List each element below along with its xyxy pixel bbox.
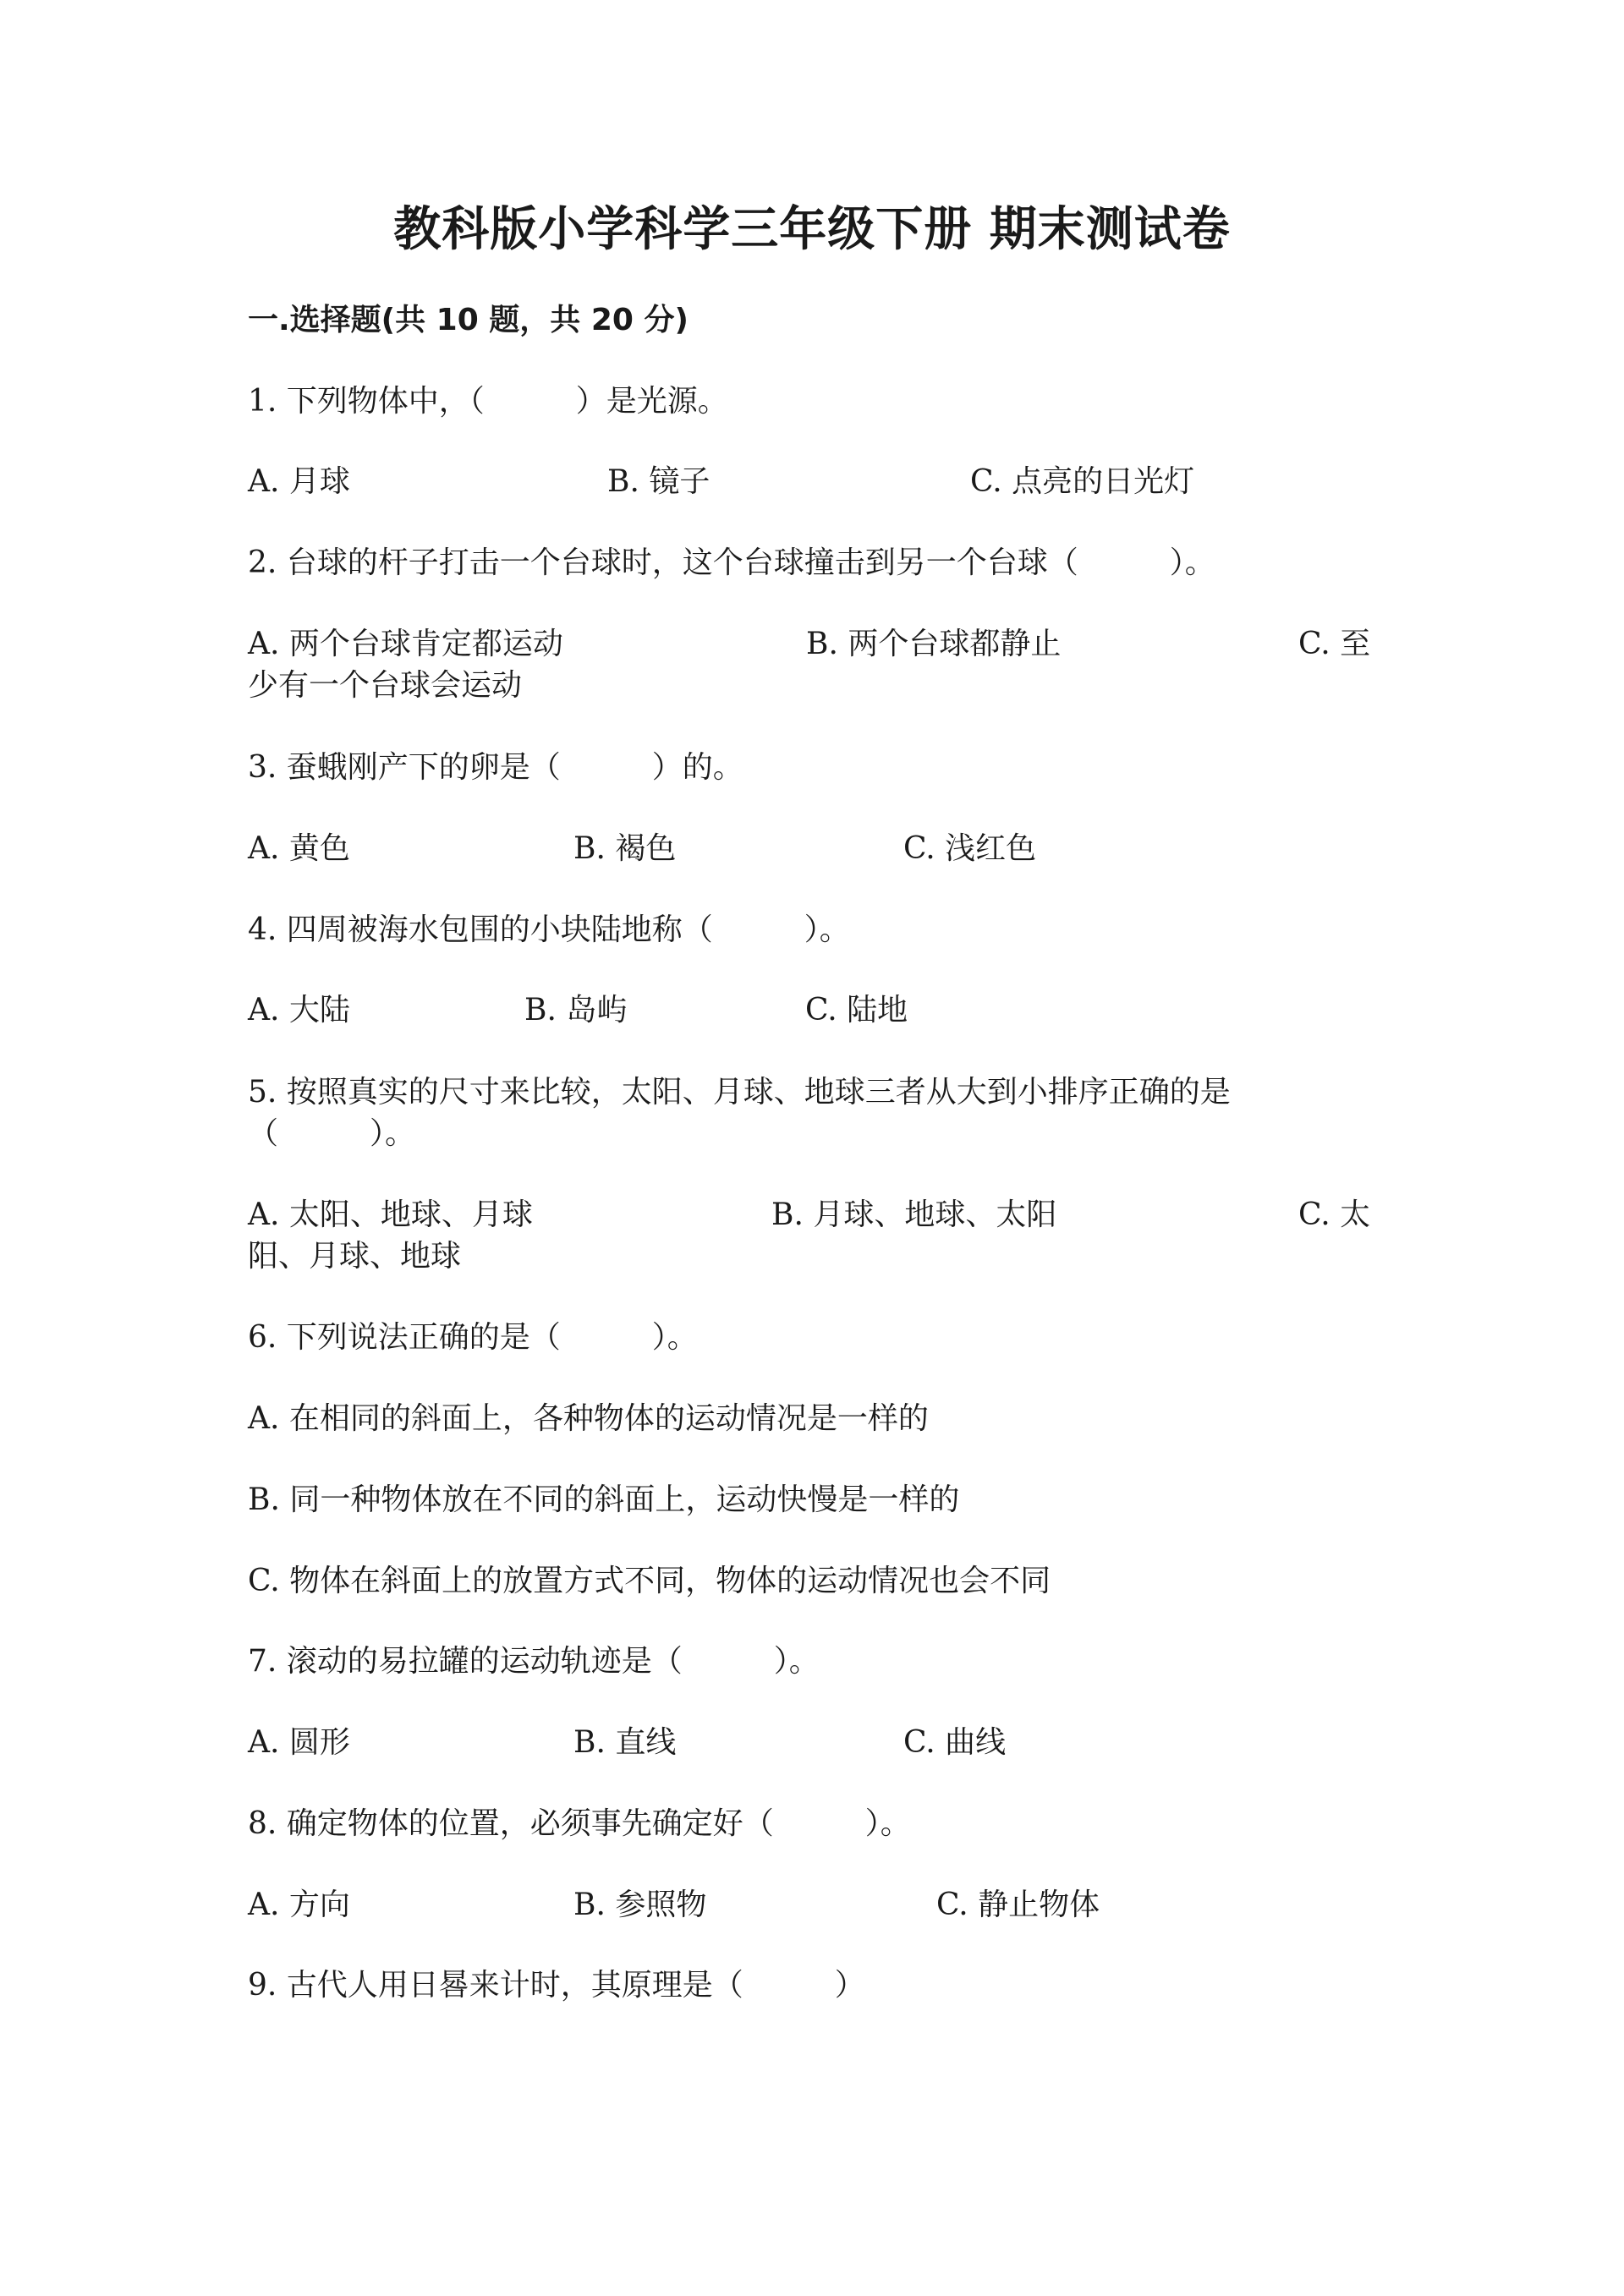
question-2-option-c-wrap: 少有一个台球会运动 xyxy=(248,668,523,703)
question-3-option-c: C. 浅红色 xyxy=(903,831,1037,866)
question-5-option-c: C. 太 xyxy=(1298,1197,1371,1232)
question-6-option-a: A. 在相同的斜面上，各种物体的运动情况是一样的 xyxy=(248,1401,929,1436)
question-7-option-a: A. 圆形 xyxy=(248,1725,350,1760)
question-5-stem: 5. 按照真实的尺寸来比较，太阳、月球、地球三者从大到小排序正确的是 xyxy=(248,1075,1231,1110)
question-1-stem: 1. 下列物体中，（ ）是光源。 xyxy=(248,384,728,419)
question-4-stem: 4. 四周被海水包围的小块陆地称（ ）。 xyxy=(248,912,850,947)
question-6-option-c: C. 物体在斜面上的放置方式不同，物体的运动情况也会不同 xyxy=(248,1564,1051,1598)
question-3-option-b: B. 褐色 xyxy=(573,831,677,866)
question-5-option-a: A. 太阳、地球、月球 xyxy=(248,1197,533,1232)
question-2-option-c: C. 至 xyxy=(1298,627,1371,661)
question-8-option-b: B. 参照物 xyxy=(573,1888,707,1922)
question-5-option-b: B. 月球、地球、太阳 xyxy=(771,1197,1057,1232)
question-1-option-c: C. 点亮的日光灯 xyxy=(970,464,1195,499)
question-4-option-a: A. 大陆 xyxy=(248,993,350,1027)
question-8-stem: 8. 确定物体的位置，必须事先确定好（ ）。 xyxy=(248,1806,911,1841)
question-6-stem: 6. 下列说法正确的是（ ）。 xyxy=(248,1320,698,1355)
question-9-stem: 9. 古代人用日晷来计时，其原理是（ ） xyxy=(248,1968,865,2003)
question-5-stem-wrap: （ ）。 xyxy=(248,1116,416,1151)
question-1-option-a: A. 月球 xyxy=(248,464,350,499)
question-8-option-a: A. 方向 xyxy=(248,1888,350,1922)
question-8-option-c: C. 静止物体 xyxy=(936,1888,1100,1922)
question-5-option-c-wrap: 阳、月球、地球 xyxy=(248,1239,462,1274)
question-7-stem: 7. 滚动的易拉罐的运动轨迹是（ ）。 xyxy=(248,1644,820,1679)
section-heading: 一.选择题(共 10 题，共 20 分) xyxy=(248,303,689,337)
question-6-option-b: B. 同一种物体放在不同的斜面上，运动快慢是一样的 xyxy=(248,1482,960,1517)
question-2-option-b: B. 两个台球都静止 xyxy=(806,627,1062,661)
question-2-stem: 2. 台球的杆子打击一个台球时，这个台球撞击到另一个台球（ ）。 xyxy=(248,545,1215,580)
question-3-option-a: A. 黄色 xyxy=(248,831,350,866)
question-7-option-c: C. 曲线 xyxy=(903,1725,1007,1760)
question-1-option-b: B. 镜子 xyxy=(607,464,710,499)
question-2-option-a: A. 两个台球肯定都运动 xyxy=(248,627,563,661)
question-4-option-c: C. 陆地 xyxy=(805,993,908,1027)
question-7-option-b: B. 直线 xyxy=(573,1725,677,1760)
page-title: 教科版小学科学三年级下册 期末测试卷 xyxy=(393,202,1231,257)
question-4-option-b: B. 岛屿 xyxy=(524,993,628,1027)
question-3-stem: 3. 蚕蛾刚产下的卵是（ ）的。 xyxy=(248,750,743,785)
